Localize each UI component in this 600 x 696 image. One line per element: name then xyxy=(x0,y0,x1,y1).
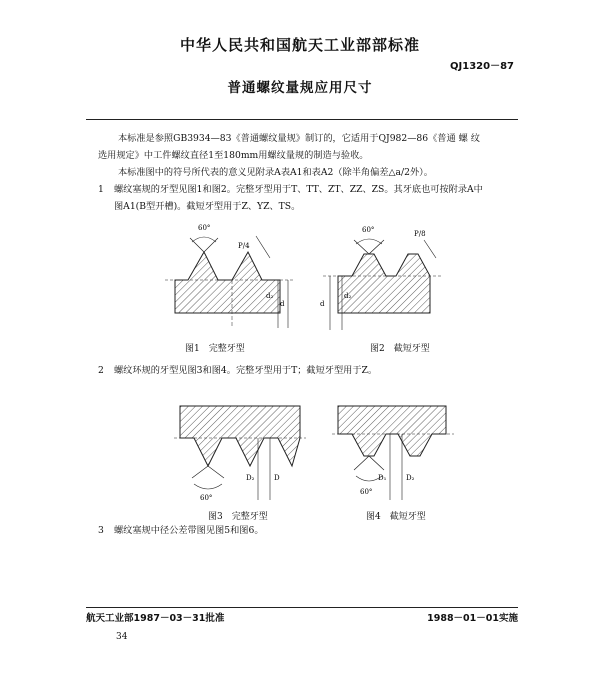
figure-4-truncated-profile-ring xyxy=(328,396,458,504)
figure-3-full-profile-ring xyxy=(170,396,310,504)
fig4-D1-label: D₁ xyxy=(378,474,387,482)
clause-2 xyxy=(98,362,518,379)
fig1-d-label: d xyxy=(280,300,285,308)
approval-date: 航天工业部1987－03－31批准 xyxy=(86,613,225,624)
fig2-angle-label: 60° xyxy=(362,226,375,234)
figure-4-caption: 图4 截短牙型 xyxy=(366,512,426,522)
document-title: 普通螺纹量规应用尺寸 xyxy=(227,80,373,96)
clause-2-text: 螺纹环规的牙型见图3和图4。完整牙型用于T；截短牙型用于Z。 xyxy=(114,365,378,376)
fig3-D-label: D xyxy=(274,474,280,482)
page-number: 34 xyxy=(116,632,128,642)
figure-1-caption: 图1 完整牙型 xyxy=(185,344,245,354)
paragraph-scope-line2: 选用规定》中工件螺纹直径1至180mm用螺纹量规的制造与验收。 xyxy=(98,150,369,161)
fig2-d-label: d xyxy=(320,300,325,308)
clause-2-number: 2 xyxy=(98,365,104,376)
figure-2-truncated-profile-plug xyxy=(318,218,448,336)
clause-3 xyxy=(98,522,518,539)
clause-1-text: 螺纹塞规的牙型见图1和图2。完整牙型用于T、TT、ZT、ZZ、ZS。其牙底也可按附录A中 xyxy=(114,184,483,195)
clause-1-number: 1 xyxy=(98,184,104,195)
figure-2-caption: 图2 截短牙型 xyxy=(370,344,430,354)
effective-date: 1988－01－01实施 xyxy=(427,613,518,624)
clause-3-number: 3 xyxy=(98,525,104,536)
figure-3-caption: 图3 完整牙型 xyxy=(208,512,268,522)
standard-code: QJ1320－87 xyxy=(450,61,514,72)
paragraph-symbols: 本标准图中的符号所代表的意义见附录A表A1和表A2（除半角偏差△a/2外）。 xyxy=(118,167,433,178)
footer-divider xyxy=(86,607,518,608)
fig1-angle-label: 60° xyxy=(198,224,211,232)
fig4-D2-label: D₂ xyxy=(406,474,415,482)
fig1-pitch-label: P/4 xyxy=(238,242,250,250)
fig3-D2-label: D₂ xyxy=(246,474,255,482)
clause-3-text: 螺纹塞规中径公差带图见图5和图6。 xyxy=(114,525,264,536)
fig3-angle-label: 60° xyxy=(200,494,213,502)
fig4-angle-label: 60° xyxy=(360,488,373,496)
clause-1-line1 xyxy=(98,181,518,198)
issuing-organization: 中华人民共和国航天工业部部标准 xyxy=(179,36,420,54)
figure-1-full-profile-plug xyxy=(160,218,305,336)
paragraph-scope-line1: 本标准是参照GB3934—83《普通螺纹量规》制订的，它适用于QJ982—86《普通 螺 纹 xyxy=(118,133,480,144)
clause-1-line2: 图A1(B型开槽)。截短牙型用于Z、YZ、TS。 xyxy=(114,201,301,212)
fig1-d2-label: d₂ xyxy=(266,292,274,300)
fig2-pitch-label: P/8 xyxy=(414,230,426,238)
fig2-d2-label: d₂ xyxy=(344,292,352,300)
header-divider xyxy=(86,119,518,120)
